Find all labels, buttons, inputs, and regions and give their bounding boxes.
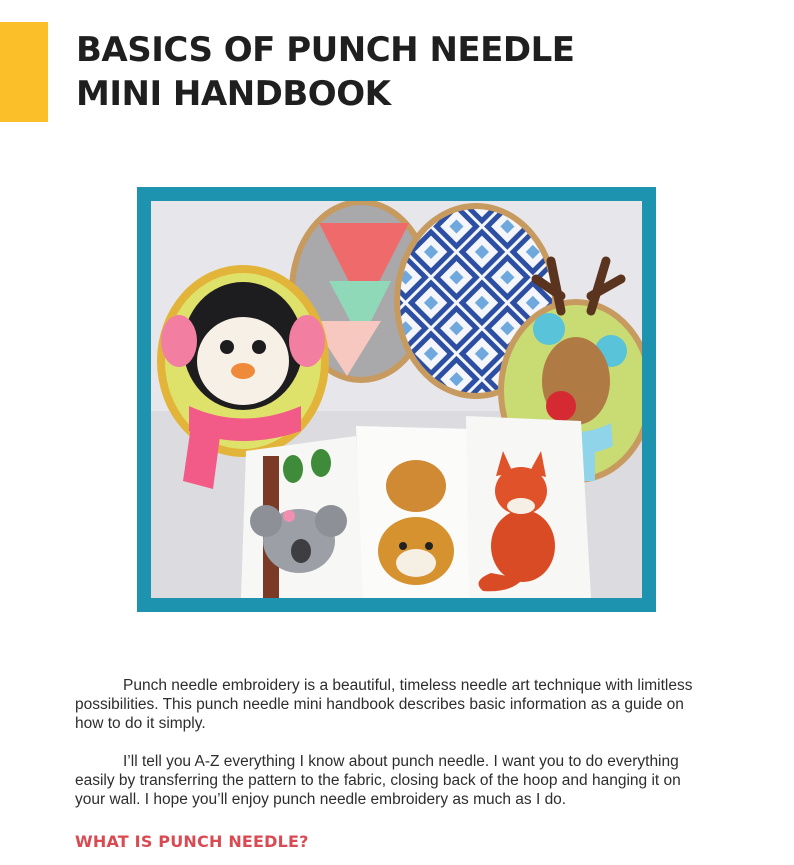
title-line-1: BASICS OF PUNCH NEEDLE bbox=[76, 30, 575, 70]
intro-paragraph-2: I’ll tell you A-Z everything I know about punch needle. I want you to do everything easily by transferring the pattern to the fabric, closing back of the hoop and hanging it on your wall. I hope you’ll enjoy punch needle embroidery as much as I do. bbox=[75, 753, 681, 808]
intro-paragraph-1: Punch needle embroidery is a beautiful, timeless needle art technique with limitless possibilities. This punch needle mini handbook describes basic information as a guide on how to do it simply. bbox=[75, 677, 693, 732]
title-line-2: MINI HANDBOOK bbox=[76, 74, 391, 114]
section-heading: WHAT IS PUNCH NEEDLE? bbox=[75, 832, 309, 851]
punch-needle-photo bbox=[151, 201, 642, 598]
page-title bbox=[76, 28, 575, 116]
accent-bar bbox=[0, 22, 48, 122]
photo-frame bbox=[137, 187, 656, 612]
intro-text bbox=[75, 676, 715, 828]
